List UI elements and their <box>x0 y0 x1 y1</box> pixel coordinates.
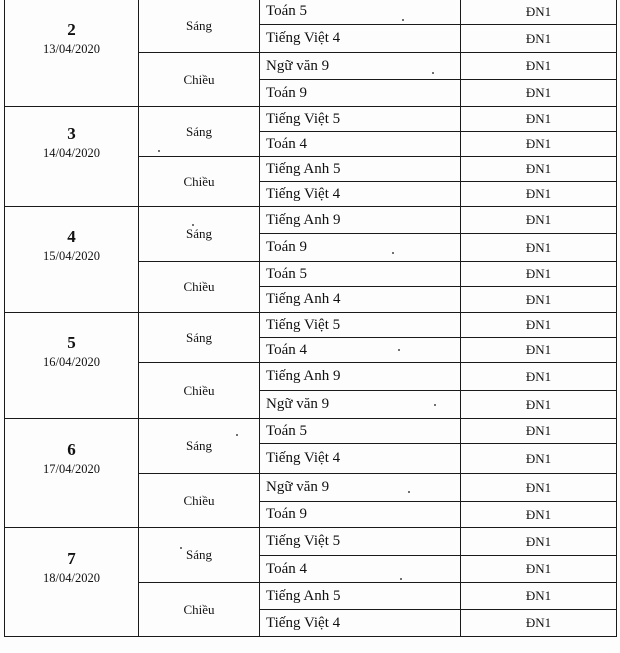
session-cell: Sáng <box>139 107 260 157</box>
schedule-row <box>5 107 617 132</box>
subject-cell: Toán 4 <box>260 132 461 157</box>
room-cell: ĐN1 <box>461 0 617 25</box>
day-date: 16/04/2020 <box>43 354 100 369</box>
schedule-body <box>5 0 617 637</box>
room-cell: ĐN1 <box>461 262 617 287</box>
day-number: 7 <box>67 549 76 568</box>
scan-speck <box>192 224 194 226</box>
subject-cell: Toán 9 <box>260 80 461 107</box>
room-cell: ĐN1 <box>461 25 617 53</box>
session-cell: Sáng <box>139 207 260 262</box>
session-cell: Chiều <box>139 363 260 419</box>
subject-cell: Tiếng Việt 4 <box>260 25 461 53</box>
day-date: 18/04/2020 <box>43 571 100 585</box>
session-cell: Chiều <box>139 262 260 313</box>
scan-speck <box>398 349 400 351</box>
schedule-row <box>5 207 617 234</box>
subject-cell: Tiếng Anh 5 <box>260 157 461 182</box>
day-date: 14/04/2020 <box>43 145 100 160</box>
subject-cell: Toán 9 <box>260 234 461 262</box>
day-number: 5 <box>67 332 76 352</box>
room-cell: ĐN1 <box>461 363 617 391</box>
subject-cell: Tiếng Việt 5 <box>260 528 461 556</box>
room-cell: ĐN1 <box>461 610 617 637</box>
room-cell: ĐN1 <box>461 287 617 313</box>
subject-cell: Tiếng Anh 4 <box>260 287 461 313</box>
room-cell: ĐN1 <box>461 502 617 528</box>
subject-cell: Ngữ văn 9 <box>260 474 461 502</box>
scan-speck <box>236 434 238 436</box>
session-cell: Sáng <box>139 528 260 583</box>
room-cell: ĐN1 <box>461 528 617 556</box>
day-cell <box>5 0 139 107</box>
day-cell <box>5 528 139 637</box>
day-number: 3 <box>67 123 76 143</box>
room-cell: ĐN1 <box>461 107 617 132</box>
room-cell: ĐN1 <box>461 132 617 157</box>
session-cell: Sáng <box>139 313 260 363</box>
subject-cell: Ngữ văn 9 <box>260 53 461 80</box>
room-cell: ĐN1 <box>461 419 617 444</box>
session-cell: Sáng <box>139 419 260 474</box>
schedule-row <box>5 0 617 25</box>
subject-cell: Toán 4 <box>260 338 461 363</box>
subject-cell: Toán 5 <box>260 0 461 25</box>
room-cell: ĐN1 <box>461 338 617 363</box>
day-date: 15/04/2020 <box>43 248 100 263</box>
room-cell: ĐN1 <box>461 182 617 207</box>
room-cell: ĐN1 <box>461 234 617 262</box>
scan-speck <box>400 578 402 580</box>
day-number: 2 <box>67 19 76 39</box>
exam-schedule-table <box>4 0 617 637</box>
room-cell: ĐN1 <box>461 157 617 182</box>
session-cell: Chiều <box>139 53 260 107</box>
session-cell: Sáng <box>139 0 260 53</box>
subject-cell: Tiếng Việt 4 <box>260 444 461 474</box>
scan-speck <box>432 72 434 74</box>
room-cell: ĐN1 <box>461 53 617 80</box>
schedule-row <box>5 313 617 338</box>
room-cell: ĐN1 <box>461 556 617 583</box>
session-cell: Chiều <box>139 583 260 637</box>
scan-speck <box>180 547 182 549</box>
room-cell: ĐN1 <box>461 444 617 474</box>
day-cell <box>5 107 139 207</box>
subject-cell: Tiếng Việt 5 <box>260 313 461 338</box>
subject-cell: Tiếng Anh 5 <box>260 583 461 610</box>
day-cell <box>5 207 139 313</box>
subject-cell: Tiếng Việt 4 <box>260 182 461 207</box>
room-cell: ĐN1 <box>461 313 617 338</box>
day-date: 13/04/2020 <box>43 41 100 56</box>
subject-cell: Tiếng Anh 9 <box>260 207 461 234</box>
scan-speck <box>408 491 410 493</box>
scan-speck <box>402 19 404 21</box>
session-cell: Chiều <box>139 157 260 207</box>
subject-cell: Toán 4 <box>260 556 461 583</box>
day-cell <box>5 419 139 528</box>
subject-cell: Toán 5 <box>260 419 461 444</box>
day-number: 6 <box>67 440 76 459</box>
day-date: 17/04/2020 <box>43 462 100 476</box>
schedule-row <box>5 419 617 444</box>
room-cell: ĐN1 <box>461 207 617 234</box>
subject-cell: Tiếng Anh 9 <box>260 363 461 391</box>
session-cell: Chiều <box>139 474 260 528</box>
subject-cell: Toán 5 <box>260 262 461 287</box>
room-cell: ĐN1 <box>461 80 617 107</box>
room-cell: ĐN1 <box>461 474 617 502</box>
subject-cell: Tiếng Việt 4 <box>260 610 461 637</box>
subject-cell: Ngữ văn 9 <box>260 391 461 419</box>
room-cell: ĐN1 <box>461 583 617 610</box>
scan-speck <box>158 150 160 152</box>
day-number: 4 <box>67 226 76 246</box>
room-cell: ĐN1 <box>461 391 617 419</box>
subject-cell: Toán 9 <box>260 502 461 528</box>
scan-speck <box>392 252 394 254</box>
scan-speck <box>434 404 436 406</box>
schedule-row <box>5 528 617 556</box>
day-cell <box>5 313 139 419</box>
subject-cell: Tiếng Việt 5 <box>260 107 461 132</box>
